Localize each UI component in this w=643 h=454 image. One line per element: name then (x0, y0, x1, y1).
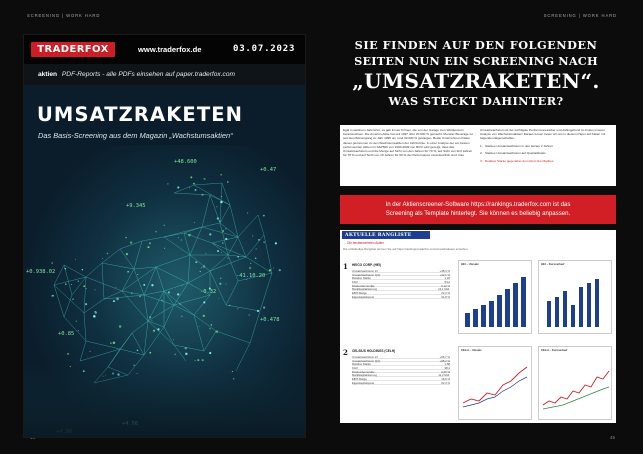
network-node (256, 248, 257, 249)
network-node (203, 178, 205, 180)
art-number-label: +0.938.02 (26, 269, 56, 275)
network-node (86, 288, 87, 289)
revenue-bars (459, 261, 531, 333)
network-node (178, 237, 179, 238)
network-node (216, 206, 217, 207)
criteria-list (480, 144, 612, 163)
network-node (202, 359, 204, 361)
network-node (263, 241, 265, 243)
entry-row: Umsatzwachstum Q/Q +95,2 % (352, 358, 450, 363)
network-node (51, 262, 53, 264)
art-number-label: +0.478 (260, 317, 280, 323)
entry-row: Umsatzwachstum Q/Q +42,1 % (352, 272, 450, 277)
network-node (147, 246, 149, 248)
entry-row: Dividendenrendite 0,00 % (352, 369, 450, 374)
network-node (72, 298, 74, 300)
price-line-2 (539, 347, 611, 419)
network-node (94, 311, 97, 314)
entry-row: Umsatzwachstum 2J +38,4 % (352, 269, 450, 273)
network-node (137, 349, 139, 351)
network-node (279, 269, 281, 271)
network-node (195, 261, 197, 263)
network-node (220, 277, 222, 279)
magazine-cover (23, 34, 306, 438)
network-node (78, 281, 79, 282)
network-node (201, 194, 203, 196)
entry-row: KGV 98,4 (352, 366, 450, 371)
network-node (219, 283, 221, 285)
banner-line-1[interactable]: In der Aktienscreener-Software https://rankings.traderfox.com ist das (385, 201, 571, 208)
network-node (222, 230, 224, 232)
art-number-label: -0.32 (200, 289, 217, 295)
network-node (214, 244, 215, 245)
network-node (174, 354, 176, 356)
network-node (195, 189, 197, 191)
network-node (102, 258, 103, 259)
headline-line-1: SIE FINDEN AUF DEN FOLGENDEN (354, 38, 598, 52)
network-node (93, 315, 96, 318)
network-node (127, 271, 129, 273)
network-node (190, 176, 192, 178)
network-node (94, 289, 95, 290)
network-node (222, 242, 224, 244)
network-node (71, 284, 72, 285)
network-node (110, 342, 112, 344)
network-node (237, 256, 239, 258)
network-node (218, 298, 219, 299)
network-node (65, 284, 66, 285)
network-node (209, 233, 211, 235)
network-node (257, 310, 259, 312)
entry-row: Eigenkapitalquote 41,8 % (352, 294, 450, 299)
cover-date: 03.07.2023 (233, 44, 296, 54)
subline-text: PDF-Reports - alle PDFs einsehen auf paper.traderfox.com (61, 71, 236, 78)
ranking-heading: AKTUELLE RANGLISTE (342, 231, 430, 239)
running-head-left: SCREENING | WORK HARD (27, 13, 101, 18)
entry-row: Umsatzwachstum 2J +96,7 % (352, 355, 450, 359)
network-node (205, 253, 206, 254)
entry-row: Relative Stärke 1,32 (352, 276, 450, 281)
headline-line-4: WAS STECKT DAHINTER? (388, 94, 564, 108)
network-node (252, 235, 253, 236)
network-node (116, 298, 119, 301)
cover-url[interactable]: www.traderfox.de (138, 45, 202, 54)
network-node (185, 353, 187, 355)
entry-row: Marktkapitalisierung 24,1 Mrd. (352, 287, 450, 292)
entry-row: Relative Stärke 1,58 (352, 362, 450, 367)
network-node (107, 253, 109, 255)
revenue-line-2 (459, 347, 531, 419)
network-node (161, 300, 163, 302)
network-node (199, 326, 200, 327)
entry-row: Eigenkapitalquote 62,4 % (352, 380, 450, 385)
network-node (130, 241, 132, 243)
entry-name: CELSIUS HOLDINGS (CELH) (352, 349, 396, 353)
cover-subline (38, 71, 235, 78)
network-node (193, 183, 195, 185)
network-node (263, 307, 265, 309)
network-node (113, 342, 116, 345)
network-node (258, 239, 260, 241)
network-node (229, 305, 230, 306)
network-node (182, 285, 183, 286)
network-node (225, 238, 227, 240)
network-node (273, 267, 274, 268)
art-number-label: +9.345 (126, 203, 146, 209)
screener-banner (340, 195, 616, 224)
network-node (181, 316, 182, 317)
network-node (114, 301, 115, 302)
headline-line-2: SEITEN NUN EIN SCREENING NACH (354, 54, 598, 68)
entry-row: Marktkapitalisierung 11,2 Mrd. (352, 373, 450, 378)
network-node (249, 314, 250, 315)
network-node (255, 257, 257, 259)
network-node (217, 250, 219, 252)
network-node (179, 304, 181, 306)
network-node (203, 301, 205, 303)
entry-number: 2 (343, 348, 348, 357)
network-node (219, 220, 220, 221)
criteria-item: 1. Starkes Umsatzwachstum in den letzten 2 Jahren (480, 143, 553, 148)
revenue-chart-1: HEI – Umsatz (458, 260, 532, 334)
network-node (220, 174, 222, 176)
network-node (119, 325, 122, 328)
network-node (151, 284, 153, 286)
network-node (225, 228, 226, 229)
network-node (173, 339, 174, 340)
subline-brand: aktien (38, 71, 58, 78)
cover-top-bar (24, 35, 305, 64)
network-node (53, 295, 54, 296)
traderfox-logo: TRADERFOX (31, 42, 115, 57)
network-node (209, 328, 211, 330)
network-node (185, 347, 187, 349)
network-node (250, 263, 251, 264)
price-line (539, 261, 611, 333)
art-number-label: +48.600 (174, 159, 197, 165)
network-node (194, 222, 195, 223)
bull-network-artwork (24, 145, 306, 438)
network-node (177, 293, 179, 295)
ranking-entry (343, 348, 450, 416)
network-node (226, 283, 227, 284)
network-node (269, 269, 271, 271)
cover-subtitle: Das Basis-Screening aus dem Magazin „Wachstumsaktien“ (38, 131, 233, 140)
network-node (220, 201, 222, 203)
ranking-note: Die vollständige Rangliste können Sie auf https://rankings.traderfox.com/umsatzraketen einsehen. (343, 247, 469, 251)
price-chart-2: CELH – Kursverlauf (538, 346, 612, 420)
network-node (246, 279, 247, 280)
network-node (151, 320, 152, 321)
network-node (227, 181, 229, 183)
ranking-page-preview (340, 230, 616, 423)
network-node (247, 213, 248, 214)
network-node (143, 284, 145, 286)
network-node (125, 237, 126, 238)
entry-row: Dividendenrendite 0,12 % (352, 283, 450, 288)
network-node (249, 267, 251, 269)
entry-row: EBIT-Marge 22,3 % (352, 291, 450, 296)
criteria-item: 2. Starkes Umsatzwachstum auf Quartalsbasis (480, 151, 546, 156)
network-node (209, 352, 211, 354)
running-head-right: SCREENING | WORK HARD (543, 13, 617, 18)
entry-name: HEICO CORP. (HEI) (352, 263, 381, 267)
price-chart-1: HEI – Kursverlauf (538, 260, 612, 334)
ranking-entry (343, 262, 450, 330)
network-node (65, 268, 67, 270)
network-node (164, 248, 165, 249)
network-node (76, 321, 77, 322)
network-node (78, 330, 79, 331)
cover-title: UMSATZRAKETEN (37, 103, 244, 126)
art-number-label: +0.85 (58, 331, 75, 337)
network-node (203, 315, 205, 317)
network-node (131, 293, 133, 295)
headline-line-3: „UMSATZRAKETEN“. (352, 69, 600, 93)
network-node (263, 215, 265, 217)
network-node (200, 271, 201, 272)
network-node (189, 187, 190, 188)
intro-col-1: Egal in welchem Jahrzehnt, es gab immer Firmen, die von der Garage zum Weltkonzern heranwuchsen. Die Amazon-Aktie hat seit 1997 über 20.000 % gemacht. Monster Beverage ist seit dem Börsengang im Jahr 1995 um rund 30.000 % gestiegen. Beide Unternehmen hätten dieses genommen zu den Wachstumsaktien der Jahrzehnte. In einer Analyse der am besten performenden Aktien im S&P500 von 1990-2009 von BCG wird gezeigt, dass das Umsatzwachstum und die Menge auf Sicht von den Jahren für 70 %, auf Sicht von fünf Jahren für 78 % und auf Sicht von 10 Jahren für 69 % der Performance verantwortlich sind. Das (343, 128, 473, 158)
network-node (153, 330, 155, 332)
intro-col-2 (480, 128, 612, 186)
network-node (203, 265, 205, 267)
network-node (157, 328, 159, 330)
network-node (137, 274, 138, 275)
network-node (167, 183, 168, 184)
criteria-item-highlight: 3. Relative Stärke gegenüber dem Rest des Marktes (480, 158, 554, 163)
network-node (237, 308, 238, 309)
intro-text-block (340, 125, 616, 186)
network-node (217, 217, 219, 219)
network-node (211, 324, 213, 326)
network-node (164, 225, 165, 226)
banner-line-2: Screening als Template hinterlegt. Sie können es beliebig anpassen. (385, 210, 571, 217)
network-node (89, 351, 90, 352)
network-node (177, 186, 179, 188)
network-node (197, 359, 199, 361)
network-node (67, 353, 69, 355)
entry-number: 1 (343, 262, 348, 271)
network-node (275, 242, 277, 244)
network-node (75, 259, 76, 260)
network-node (168, 291, 170, 293)
network-node (221, 252, 222, 253)
network-node (195, 360, 196, 361)
intro-col-2-text: Umsatzwachstum ist der wichtigste Performancetreiber und dahingehend im Fokus unserer Analyse von Wachstumsaktien! Daraus lernen treten wir uns in diesem Paper auf Aktien mit folgenden Eigenschaften: (480, 128, 606, 141)
network-node (228, 258, 229, 259)
revenue-chart-2: CELH – Umsatz (458, 346, 532, 420)
network-node (221, 196, 222, 197)
network-node (181, 239, 182, 240)
network-node (83, 285, 85, 287)
network-node (126, 253, 128, 255)
network-node (139, 295, 141, 297)
entry-rows (352, 355, 450, 385)
network-node (82, 269, 83, 270)
page-number-right: 45 (609, 435, 615, 440)
network-node (149, 352, 151, 354)
network-node (190, 234, 191, 235)
entry-rows (352, 269, 450, 299)
entry-row: EBIT-Marge 18,9 % (352, 377, 450, 382)
entry-row: KGV 54,2 (352, 280, 450, 285)
network-node (201, 267, 202, 268)
network-node (216, 330, 219, 333)
ranking-crumb: → Die bestbewerteten Aktien (343, 241, 385, 245)
network-node (149, 242, 151, 244)
network-node (85, 303, 87, 305)
network-node (155, 231, 157, 233)
art-number-label: -41.10.20 (236, 273, 266, 279)
network-node (116, 287, 117, 288)
art-number-label: +0.47 (260, 167, 277, 173)
network-node (149, 316, 151, 318)
